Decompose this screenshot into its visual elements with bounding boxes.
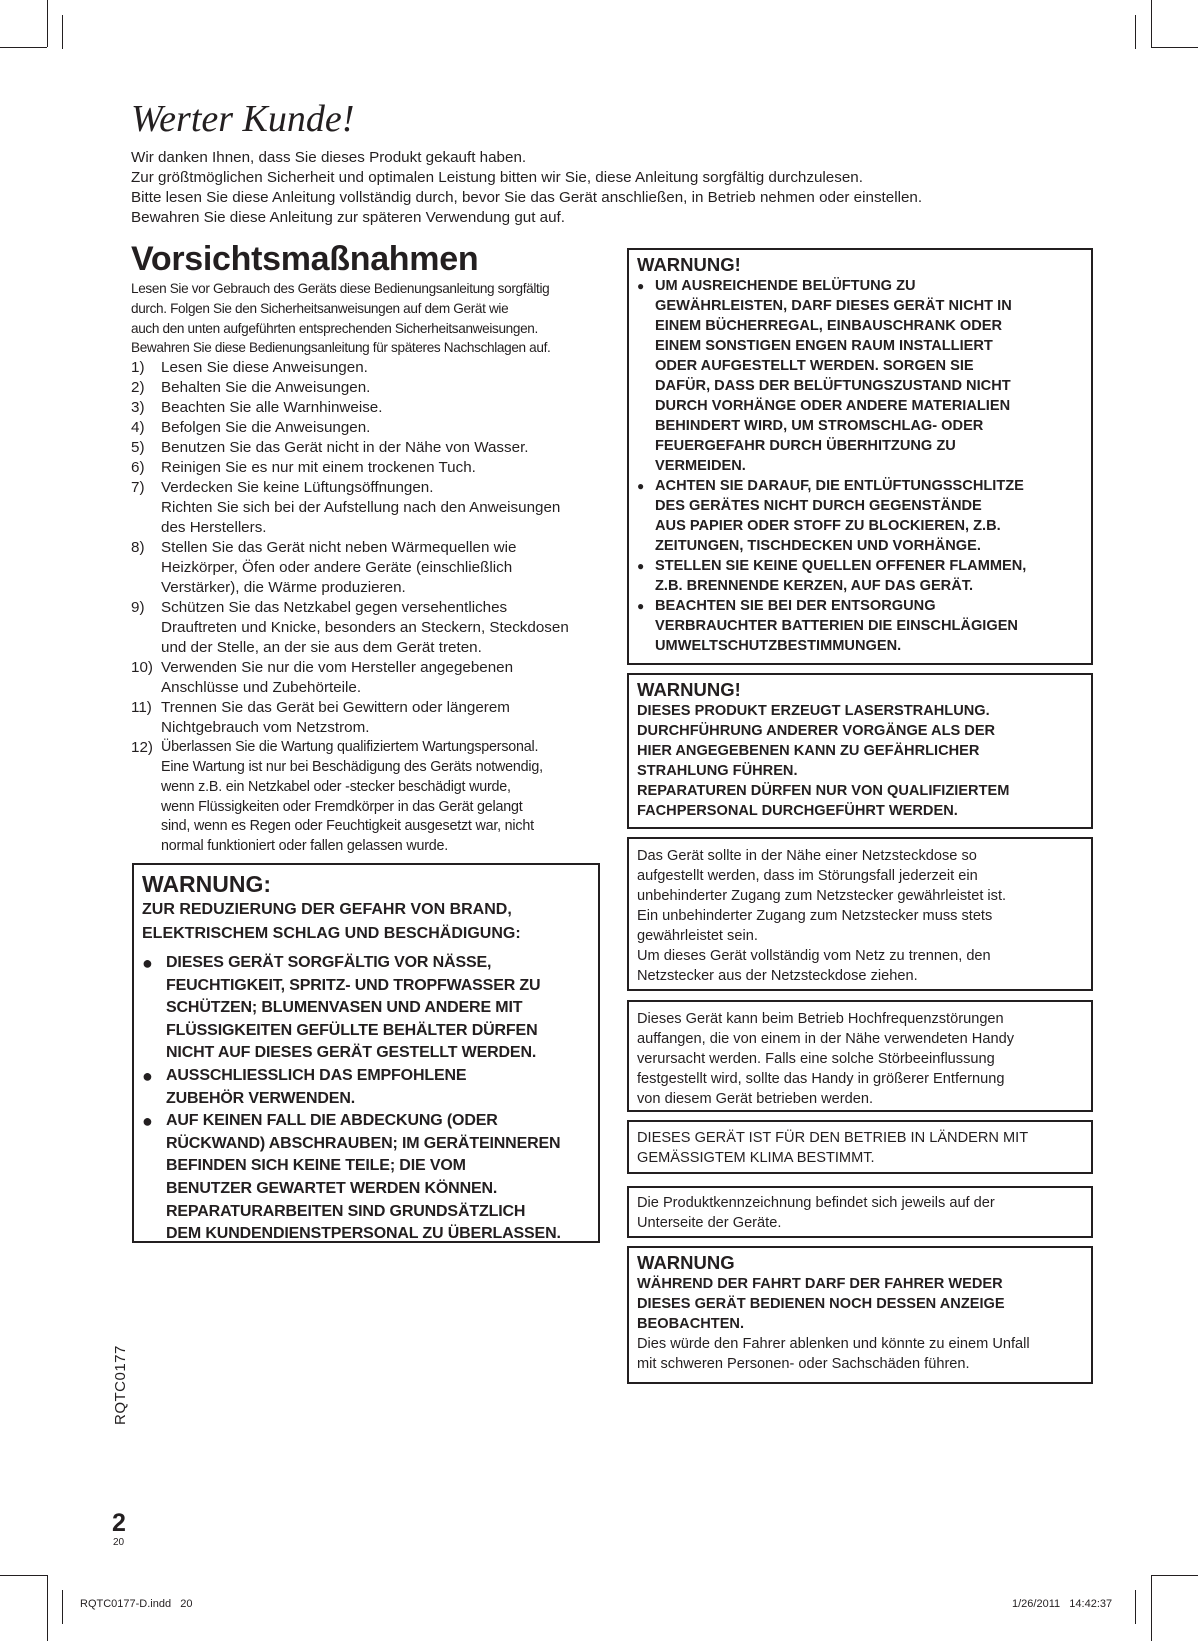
list-item: [142, 1065, 590, 1110]
intro-line: auch den unten aufgeführten entsprechenden Sicherheitsanweisungen.: [131, 320, 538, 336]
item-number: 12): [131, 739, 153, 757]
greeting-line: Zur größtmöglichen Sicherheit und optimalen Leistung bitten wir Sie, diese Anleitung sorgfältig durchzulesen.: [131, 169, 863, 186]
list-item: [131, 698, 601, 738]
bullet-text: FEUERGEFAHR DURCH ÜBERHITZUNG ZU: [655, 438, 956, 454]
item-text: Schützen Sie das Netzkabel gegen versehentliches: [161, 599, 508, 617]
warning-box-driving: [627, 1246, 1093, 1384]
bullet-text: DIESES GERÄT SORGFÄLTIG VOR NÄSSE,: [166, 954, 492, 971]
item-text: Verstärker), die Wärme produzieren.: [161, 579, 406, 597]
list-item: [142, 952, 590, 1065]
bullet-text: VERMEIDEN.: [655, 458, 746, 474]
note-text: mit schweren Personen- oder Sachschäden führen.: [637, 1356, 970, 1372]
list-item: [131, 738, 601, 857]
item-number: 4): [131, 419, 145, 437]
item-text: Verwenden Sie nur die vom Hersteller angegebenen: [161, 659, 514, 677]
bullet-text: AUSSCHLIESSLICH DAS EMPFOHLENE: [166, 1066, 467, 1084]
item-number: 9): [131, 599, 145, 617]
note-text: Unterseite der Geräte.: [637, 1215, 782, 1231]
warning-box-electrical: [132, 863, 600, 1243]
note-text: gewährleistet sein.: [637, 928, 758, 944]
bullet-icon: ●: [637, 279, 645, 293]
item-text: Reinigen Sie es nur mit einem trockenen Tuch.: [161, 459, 476, 477]
note-text: DIESES GERÄT IST FÜR DEN BETRIEB IN LÄNDERN MIT: [637, 1130, 1029, 1146]
warning-bullet-list: [637, 276, 1083, 656]
list-item: [637, 556, 1083, 596]
bullet-text: RÜCKWAND) ABSCHRAUBEN; IM GERÄTEINNEREN: [166, 1134, 561, 1152]
intro-line: Bewahren Sie diese Bedienungsanleitung für späteres Nachschlagen auf.: [131, 340, 551, 356]
item-text: Behalten Sie die Anweisungen.: [161, 379, 371, 397]
bullet-icon: ●: [142, 1065, 153, 1086]
note-text: Netzstecker aus der Netzsteckdose ziehen.: [637, 968, 918, 984]
item-text: sind, wenn es Regen oder Feuchtigkeit ausgesetzt war, nicht: [161, 818, 534, 835]
bullet-text: EINEM SONSTIGEN ENGEN RAUM INSTALLIERT: [655, 338, 993, 354]
note-text: von diesem Gerät betrieben werden.: [637, 1091, 874, 1107]
note-text: Um dieses Gerät vollständig vom Netz zu trennen, den: [637, 948, 991, 964]
item-number: 3): [131, 399, 145, 417]
bullet-text: BEHINDERT WIRD, UM STROMSCHLAG- ODER: [655, 418, 984, 434]
item-number: 11): [131, 699, 152, 717]
item-text: Nichtgebrauch vom Netzstrom.: [161, 719, 370, 737]
item-number: 6): [131, 459, 145, 477]
list-item: [131, 378, 601, 398]
precautions-title: Vorsichtsmaßnahmen: [131, 240, 479, 278]
item-text: normal funktioniert oder fallen gelassen wurde.: [161, 838, 449, 855]
item-number: 2): [131, 379, 145, 397]
bullet-text: ODER AUFGESTELLT WERDEN. SORGEN SIE: [655, 358, 974, 374]
warning-subheading-line: ZUR REDUZIERUNG DER GEFAHR VON BRAND,: [142, 901, 512, 918]
item-text: Beachten Sie alle Warnhinweise.: [161, 399, 383, 417]
bullet-text: BEFINDEN SICH KEINE TEILE; DIE VOM: [166, 1157, 466, 1175]
list-item: [131, 598, 601, 658]
item-text: Überlassen Sie die Wartung qualifiziertem Wartungspersonal.: [161, 739, 539, 756]
warning-text: BEOBACHTEN.: [637, 1316, 745, 1332]
bullet-text: GEWÄHRLEISTEN, DARF DIESES GERÄT NICHT IN: [655, 298, 1012, 314]
warning-text: STRAHLUNG FÜHREN.: [637, 763, 798, 779]
crop-mark: [1135, 1590, 1136, 1624]
item-text: wenn z.B. ein Netzkabel oder -stecker beschädigt wurde,: [161, 778, 511, 795]
note-text: Dieses Gerät kann beim Betrieb Hochfrequenzstörungen: [637, 1011, 1004, 1027]
item-number: 5): [131, 439, 145, 457]
note-box-climate: [627, 1120, 1093, 1174]
note-text: unbehinderter Zugang zum Netzstecker gewährleistet ist.: [637, 888, 1007, 904]
crop-mark: [47, 1575, 48, 1641]
bullet-text: FLÜSSIGKEITEN GEFÜLLTE BEHÄLTER DÜRFEN: [166, 1021, 538, 1039]
note-text: festgestellt wird, sollte das Handy in größerer Entfernung: [637, 1071, 1005, 1087]
bullet-text: VERBRAUCHTER BATTERIEN DIE EINSCHLÄGIGEN: [655, 618, 1018, 634]
bullet-icon: ●: [142, 953, 153, 973]
greeting-title: Werter Kunde!: [131, 98, 355, 140]
warning-text: FACHPERSONAL DURCHGEFÜHRT WERDEN.: [637, 803, 958, 819]
bullet-text: AUF KEINEN FALL DIE ABDECKUNG (ODER: [166, 1112, 498, 1130]
bullet-text: Z.B. BRENNENDE KERZEN, AUF DAS GERÄT.: [655, 578, 974, 594]
list-item: [131, 538, 601, 598]
bullet-text: SCHÜTZEN; BLUMENVASEN UND ANDERE MIT: [166, 999, 523, 1017]
item-number: 10): [131, 659, 153, 677]
warning-box-laser: [627, 673, 1093, 829]
bullet-text: UM AUSREICHENDE BELÜFTUNG ZU: [655, 278, 916, 294]
warning-text: HIER ANGEGEBENEN KANN ZU GEFÄHRLICHER: [637, 743, 980, 759]
bullet-icon: ●: [637, 479, 645, 493]
list-item: [131, 418, 601, 438]
item-text: Verdecken Sie keine Lüftungsöffnungen.: [161, 479, 434, 497]
bullet-text: STELLEN SIE KEINE QUELLEN OFFENER FLAMMEN,: [655, 558, 1027, 574]
crop-mark: [1151, 1575, 1198, 1576]
footer-date: 1/26/2011 14:42:37: [1012, 1598, 1113, 1610]
note-text: verursacht werden. Falls eine solche Störbeeinflussung: [637, 1051, 995, 1067]
bullet-text: ACHTEN SIE DARAUF, DIE ENTLÜFTUNGSSCHLITZE: [655, 478, 1024, 494]
bullet-text: DEM KUNDENDIENSTPERSONAL ZU ÜBERLASSEN.: [166, 1225, 561, 1243]
item-text: Heizkörper, Öfen oder andere Geräte (einschließlich: [161, 559, 513, 577]
note-text: GEMÄSSIGTEM KLIMA BESTIMMT.: [637, 1150, 875, 1166]
note-text: Die Produktkennzeichnung befindet sich jeweils auf der: [637, 1195, 995, 1211]
item-text: Anschlüsse und Zubehörteile.: [161, 679, 362, 697]
item-number: 7): [131, 479, 145, 497]
page-number-small: 20: [113, 1537, 125, 1548]
crop-mark: [1151, 0, 1152, 47]
list-item: [131, 358, 601, 378]
crop-mark: [1151, 47, 1198, 48]
greeting-section: [131, 96, 1091, 228]
note-text: aufgestellt werden, dass im Störungsfall jederzeit ein: [637, 868, 978, 884]
precautions-list: [131, 358, 601, 857]
intro-line: Lesen Sie vor Gebrauch des Geräts diese Bedienungsanleitung sorgfältig: [131, 281, 550, 296]
list-item: [131, 438, 601, 458]
bullet-text: EINEM BÜCHERREGAL, EINBAUSCHRANK ODER: [655, 318, 1003, 334]
precautions-section: [131, 240, 601, 857]
list-item: [637, 596, 1083, 656]
document-code: RQTC0177: [112, 1345, 129, 1425]
note-box-socket: [627, 837, 1093, 991]
list-item: [131, 458, 601, 478]
crop-mark: [1135, 15, 1136, 49]
warning-heading: WARNUNG: [637, 1252, 735, 1273]
note-box-label: [627, 1186, 1093, 1238]
bullet-icon: ●: [637, 559, 645, 573]
warning-text: WÄHREND DER FAHRT DARF DER FAHRER WEDER: [637, 1276, 1003, 1292]
list-item: [637, 276, 1083, 476]
item-text: Drauftreten und Knicke, besonders an Steckern, Steckdosen: [161, 619, 569, 637]
warning-subheading: [142, 898, 590, 946]
bullet-text: UMWELTSCHUTZBESTIMMUNGEN.: [655, 638, 902, 654]
list-item: [637, 476, 1083, 556]
list-item: [142, 1110, 590, 1246]
warning-text: DIESES PRODUKT ERZEUGT LASERSTRAHLUNG.: [637, 703, 990, 719]
list-item: [131, 478, 601, 538]
item-text: Lesen Sie diese Anweisungen.: [161, 359, 368, 377]
item-text: Richten Sie sich bei der Aufstellung nach den Anweisungen: [161, 499, 561, 517]
crop-mark: [0, 1575, 47, 1576]
item-number: 8): [131, 539, 145, 557]
warning-heading: WARNUNG:: [142, 871, 272, 897]
crop-mark: [0, 47, 47, 48]
footer-file: RQTC0177-D.indd 20: [80, 1598, 193, 1610]
item-text: wenn Flüssigkeiten oder Fremdkörper in das Gerät gelangt: [161, 798, 523, 815]
item-text: Befolgen Sie die Anweisungen.: [161, 419, 371, 437]
note-text: Dies würde den Fahrer ablenken und könnte zu einem Unfall: [637, 1336, 1030, 1352]
bullet-text: REPARATURARBEITEN SIND GRUNDSÄTZLICH: [166, 1202, 526, 1220]
warning-text: DURCHFÜHRUNG ANDERER VORGÄNGE ALS DER: [637, 723, 996, 739]
greeting-line: Bitte lesen Sie diese Anleitung vollständig durch, bevor Sie das Gerät anschließen, in Betrieb nehmen oder einstellen.: [131, 189, 923, 206]
warning-subheading-line: ELEKTRISCHEM SCHLAG UND BESCHÄDIGUNG:: [142, 925, 521, 942]
item-text: des Herstellers.: [161, 519, 267, 537]
note-text: Das Gerät sollte in der Nähe einer Netzsteckdose so: [637, 848, 977, 864]
item-text: Benutzen Sie das Gerät nicht in der Nähe von Wasser.: [161, 439, 529, 457]
bullet-text: DAFÜR, DASS DER BELÜFTUNGSZUSTAND NICHT: [655, 378, 1011, 394]
item-text: Eine Wartung ist nur bei Beschädigung des Geräts notwendig,: [161, 758, 543, 775]
crop-mark: [47, 0, 48, 47]
bullet-icon: ●: [637, 599, 645, 613]
bullet-text: BEACHTEN SIE BEI DER ENTSORGUNG: [655, 598, 936, 614]
warning-heading: WARNUNG!: [637, 679, 741, 700]
crop-mark: [1151, 1575, 1152, 1641]
greeting-line: Bewahren Sie diese Anleitung zur späteren Verwendung gut auf.: [131, 209, 565, 226]
list-item: [131, 398, 601, 418]
crop-mark: [62, 15, 63, 49]
item-text: Trennen Sie das Gerät bei Gewittern oder längerem: [161, 699, 510, 717]
warning-text: DIESES GERÄT BEDIENEN NOCH DESSEN ANZEIGE: [637, 1296, 1005, 1312]
bullet-text: AUS PAPIER ODER STOFF ZU BLOCKIEREN, Z.B.: [655, 518, 1001, 534]
bullet-text: ZUBEHÖR VERWENDEN.: [166, 1089, 356, 1107]
warning-bullet-list: [142, 952, 590, 1246]
item-number: 1): [131, 359, 145, 377]
page-number: 2: [112, 1509, 126, 1537]
bullet-text: BENUTZER GEWARTET WERDEN KÖNNEN.: [166, 1179, 498, 1197]
warning-heading: WARNUNG!: [637, 254, 741, 275]
bullet-text: DURCH VORHÄNGE ODER ANDERE MATERIALIEN: [655, 398, 1011, 414]
note-text: auffangen, die von einem in der Nähe verwendeten Handy: [637, 1031, 1014, 1047]
crop-mark: [62, 1590, 63, 1624]
bullet-text: DES GERÄTES NICHT DURCH GEGENSTÄNDE: [655, 498, 982, 514]
list-item: [131, 658, 601, 698]
intro-line: durch. Folgen Sie den Sicherheitsanweisungen auf dem Gerät wie: [131, 300, 509, 316]
note-text: Ein unbehinderter Zugang zum Netzstecker muss stets: [637, 908, 993, 924]
bullet-text: NICHT AUF DIESES GERÄT GESTELLT WERDEN.: [166, 1044, 537, 1062]
greeting-line: Wir danken Ihnen, dass Sie dieses Produkt gekauft haben.: [131, 149, 527, 166]
warning-text: REPARATUREN DÜRFEN NUR VON QUALIFIZIERTEM: [637, 783, 1010, 799]
bullet-icon: ●: [142, 1111, 153, 1132]
item-text: Stellen Sie das Gerät nicht neben Wärmequellen wie: [161, 539, 517, 557]
item-text: und der Stelle, an der sie aus dem Gerät treten.: [161, 639, 482, 657]
bullet-text: FEUCHTIGKEIT, SPRITZ- UND TROPFWASSER ZU: [166, 976, 541, 994]
note-box-rf: [627, 1000, 1093, 1112]
bullet-text: ZEITUNGEN, TISCHDECKEN UND VORHÄNGE.: [655, 538, 981, 554]
warning-box-ventilation: [627, 248, 1093, 665]
precautions-intro: [131, 279, 601, 358]
